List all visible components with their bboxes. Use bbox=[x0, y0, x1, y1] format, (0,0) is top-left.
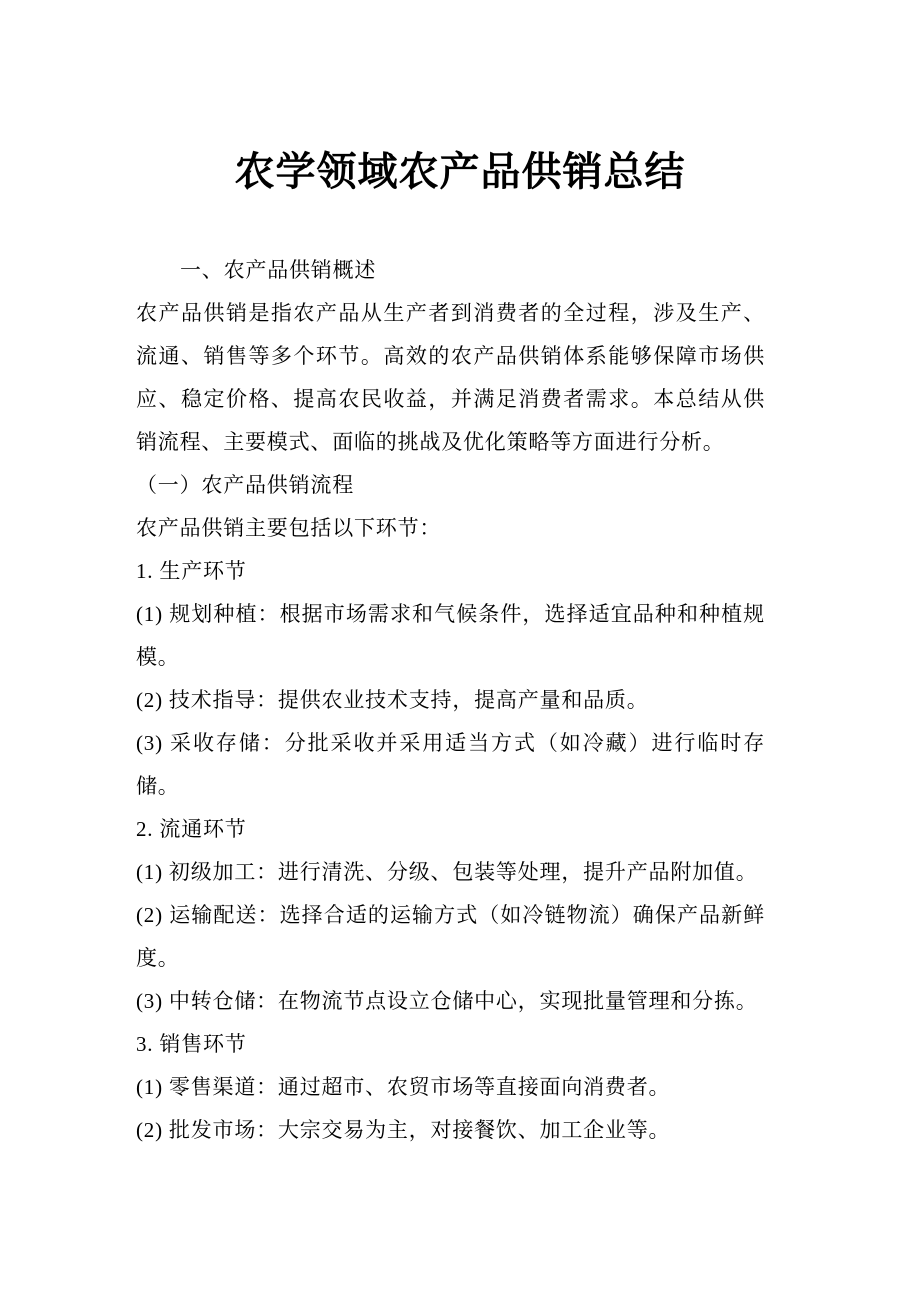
paragraph: 一、农产品供销概述 bbox=[180, 258, 377, 282]
paragraph: 农产品供销是指农产品从生产者到消费者的全过程，涉及生产、流通、销售等多个环节。高效的农产品供销体系能够保障市场供应、稳定价格、提高农民收益，并满足消费者需求。本总结从供销流程、主要模式、面临的挑战及优化策略等方面进行分析。 bbox=[136, 301, 765, 454]
paragraph: 农产品供销主要包括以下环节： bbox=[136, 516, 442, 540]
paragraph: (2) 批发市场：大宗交易为主，对接餐饮、加工企业等。 bbox=[136, 1118, 671, 1142]
paragraph: (3) 中转仓储：在物流节点设立仓储中心，实现批量管理和分拣。 bbox=[136, 989, 758, 1013]
paragraph: (1) 初级加工：进行清洗、分级、包装等处理，提升产品附加值。 bbox=[136, 860, 758, 884]
paragraph: (1) 零售渠道：通过超市、农贸市场等直接面向消费者。 bbox=[136, 1075, 671, 1099]
document-title: 农学领域农产品供销总结 bbox=[234, 149, 686, 195]
paragraph: 2. 流通环节 bbox=[136, 817, 247, 841]
paragraph: 1. 生产环节 bbox=[136, 559, 247, 583]
paragraph: (2) 运输配送：选择合适的运输方式（如冷链物流）确保产品新鲜度。 bbox=[136, 903, 765, 970]
paragraph: (2) 技术指导：提供农业技术支持，提高产量和品质。 bbox=[136, 688, 649, 712]
document-body bbox=[136, 249, 765, 1152]
paragraph: (1) 规划种植：根据市场需求和气候条件，选择适宜品种和种植规模。 bbox=[136, 602, 765, 669]
paragraph: （一）农产品供销流程 bbox=[136, 473, 354, 497]
paragraph: (3) 采收存储：分批采收并采用适当方式（如冷藏）进行临时存储。 bbox=[136, 731, 765, 798]
paragraph: 3. 销售环节 bbox=[136, 1032, 247, 1056]
